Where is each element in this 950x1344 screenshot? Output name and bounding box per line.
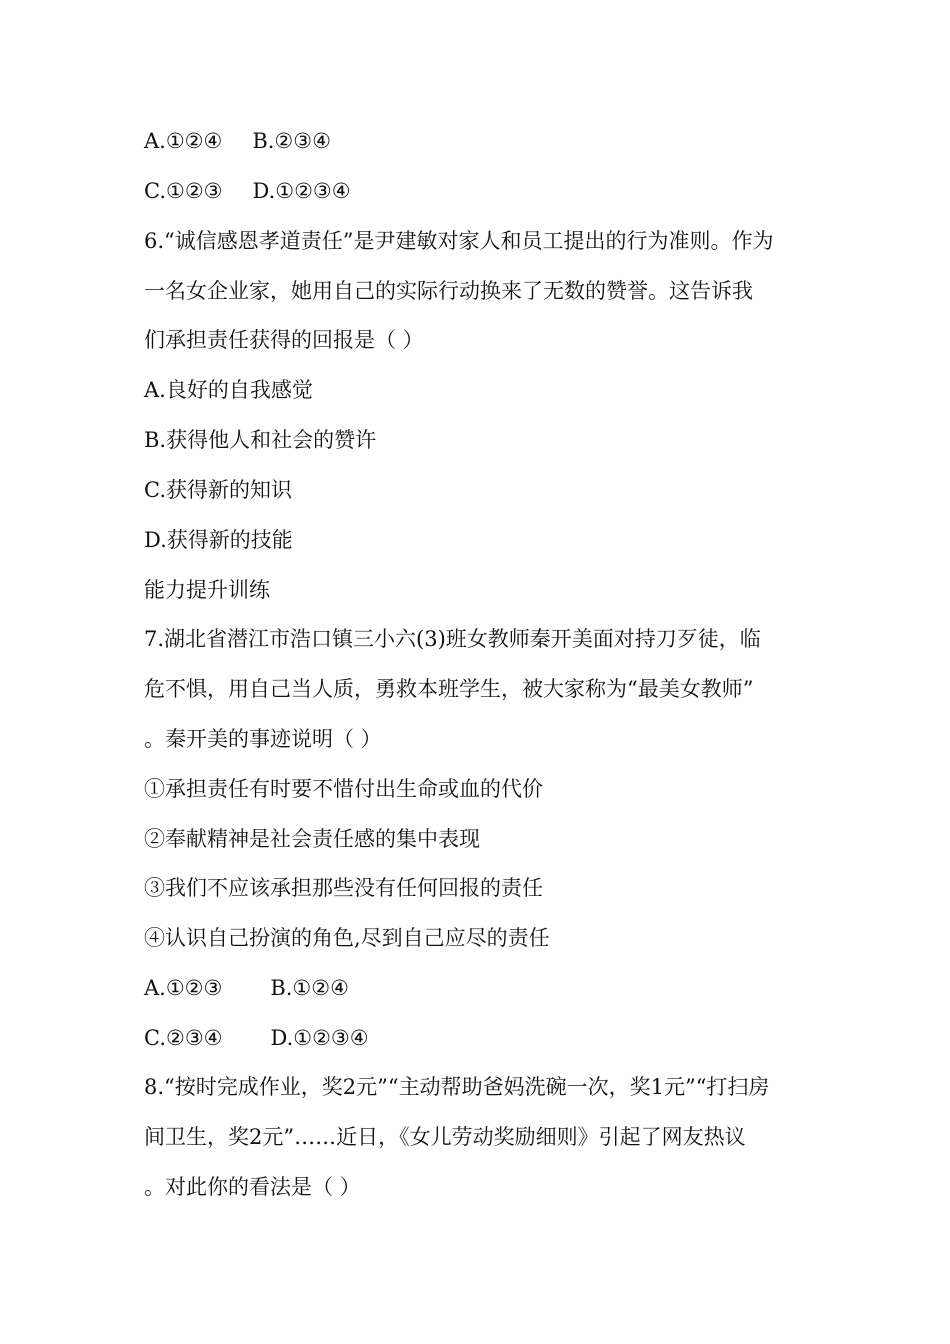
q7-stem-line1: 7.湖北省潜江市浩口镇三小六(3)班女教师秦开美面对持刀歹徒，临 xyxy=(144,627,761,651)
q6-stem-line1: 6.“诚信感恩孝道责任”是尹建敏对家人和员工提出的行为准则。作为 xyxy=(144,229,774,253)
q7-option-b: B.①②④ xyxy=(270,976,349,1000)
q5-option-a: A.①②④ xyxy=(144,129,223,153)
q7-item-3: ③我们不应该承担那些没有任何回报的责任 xyxy=(144,876,543,900)
q5-option-d: D.①②③④ xyxy=(252,179,351,203)
q6-stem-line3: 们承担责任获得的回报是（ ） xyxy=(144,328,424,352)
q7-item-2: ②奉献精神是社会责任感的集中表现 xyxy=(144,827,480,851)
q7-options-row2 xyxy=(144,1023,824,1053)
q7-stem-line2: 危不惧，用自己当人质，勇救本班学生，被大家称为“最美女教师” xyxy=(144,677,754,701)
q6-option-b: B.获得他人和社会的赞许 xyxy=(144,428,377,452)
q8-stem-line3: 。对此你的看法是（ ） xyxy=(144,1175,361,1199)
q7-item-1: ①承担责任有时要不惜付出生命或血的代价 xyxy=(144,777,543,801)
section-title: 能力提升训练 xyxy=(144,578,270,602)
q6-option-a: A.良好的自我感觉 xyxy=(144,378,313,402)
q7-item-4: ④认识自己扮演的角色,尽到自己应尽的责任 xyxy=(144,926,550,950)
q5-option-c: C.①②③ xyxy=(144,179,223,203)
q6-option-d: D.获得新的技能 xyxy=(144,528,293,552)
q5-options-row1 xyxy=(144,126,824,156)
q6-stem-line2: 一名女企业家，她用自己的实际行动换来了无数的赞誉。这告诉我 xyxy=(144,279,753,303)
q7-option-a: A.①②③ xyxy=(144,976,223,1000)
q6-option-c: C.获得新的知识 xyxy=(144,478,292,502)
q8-stem-line2: 间卫生，奖2元”……近日，《女儿劳动奖励细则》引起了网友热议 xyxy=(144,1125,746,1149)
q7-option-c: C.②③④ xyxy=(144,1026,223,1050)
q8-stem-line1: 8.“按时完成作业，奖2元”“主动帮助爸妈洗碗一次，奖1元”“打扫房 xyxy=(144,1075,770,1099)
q5-options-row2 xyxy=(144,176,824,206)
q7-options-row1 xyxy=(144,973,824,1003)
q7-stem-line3: 。秦开美的事迹说明（ ） xyxy=(144,727,382,751)
q7-option-d: D.①②③④ xyxy=(270,1026,369,1050)
q5-option-b: B.②③④ xyxy=(252,129,331,153)
